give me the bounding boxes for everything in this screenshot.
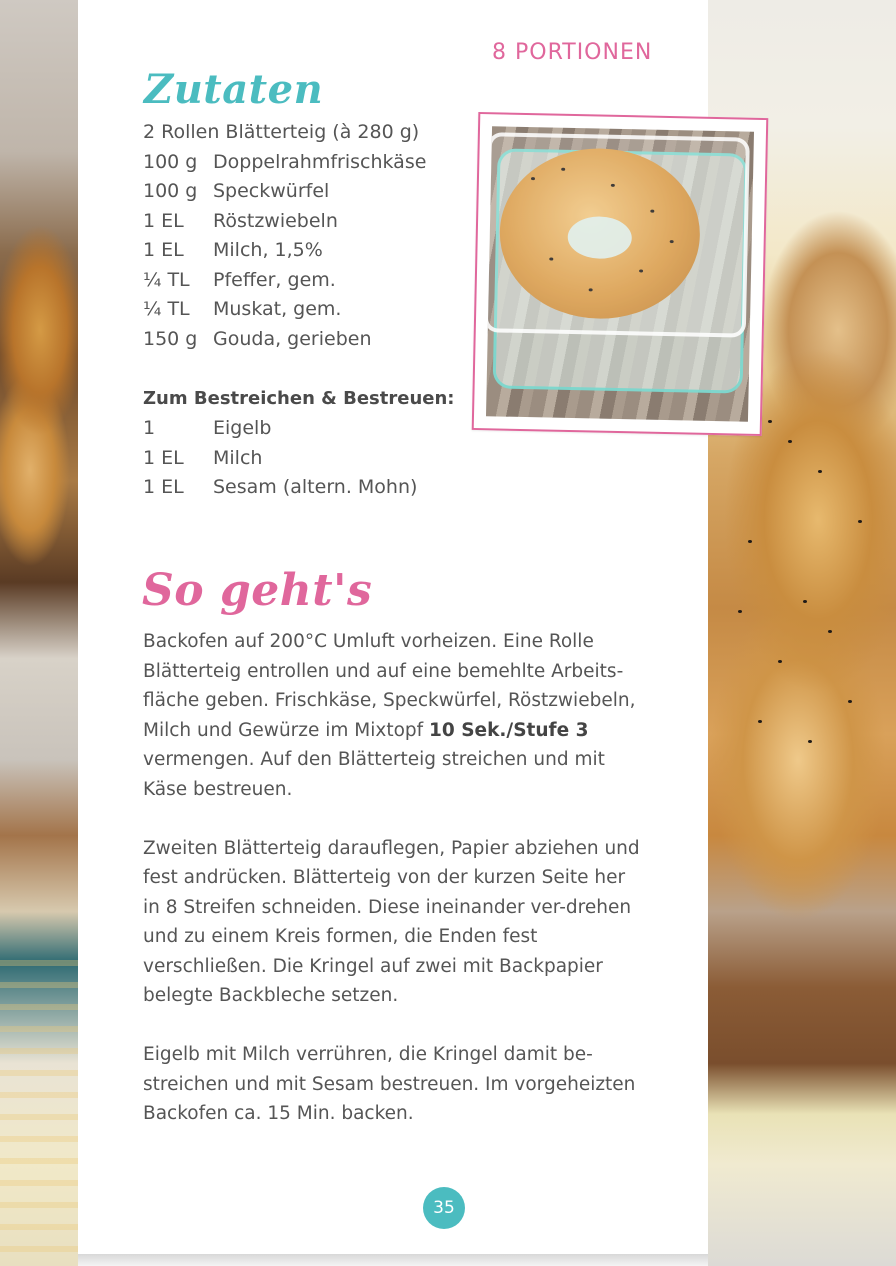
photo-image (486, 126, 754, 421)
ingredient-row (143, 295, 455, 325)
ingredient-row (143, 177, 455, 207)
method-steps (143, 627, 643, 1158)
ingredient-text: 2 Rollen Blätterteig (à 280 g) (143, 121, 420, 143)
ingredient-item: Muskat, gem. (213, 298, 342, 320)
topping-amount: 1 EL (143, 446, 184, 469)
ingredient-amount: 100 g (143, 150, 198, 173)
ingredient-amount: 150 g (143, 327, 198, 350)
ingredient-item: Milch, 1,5% (213, 239, 323, 261)
topping-heading: Zum Bestreichen & Bestreuen: (143, 388, 455, 409)
ingredient-amount: ¼ TL (143, 298, 190, 320)
recipe-photo (472, 112, 769, 436)
step-paragraph-3: Eigelb mit Milch verrühren, die Kringel damit be-streichen und mit Sesam bestreuen. Im vorgeheizten Backofen ca. 15 Min. backen. (143, 1044, 636, 1124)
step-paragraph-2: Zweiten Blätterteig darauflegen, Papier abziehen und fest andrücken. Blätterteig von der kurzen Seite her in 8 Streifen schneiden. Diese ineinander ver-drehen und zu einem Kreis formen, die Enden fest verschließen. Die Kringel auf zwei mit Backpapier belegte Backbleche setzen. (143, 837, 640, 1006)
ingredient-amount: 1 EL (143, 239, 184, 261)
ingredient-row (143, 148, 455, 178)
ingredient-amount: 1 EL (143, 209, 184, 232)
topping-row (143, 473, 455, 503)
mixer-setting: 10 Sek./Stufe 3 (429, 719, 589, 741)
topping-amount: 1 (143, 417, 156, 439)
ingredients-heading: Zutaten (144, 66, 324, 113)
portions-label: 8 PORTIONEN (492, 40, 653, 65)
background-towel (0, 960, 78, 1266)
ingredient-item: Röstzwiebeln (213, 209, 338, 232)
ingredient-item: Speckwürfel (213, 180, 330, 202)
ingredient-item: Doppelrahmfrischkäse (213, 150, 427, 173)
topping-item: Milch (213, 446, 263, 469)
topping-item: Eigelb (213, 417, 272, 439)
step-paragraph-1: Backofen auf 200°C Umluft vorheizen. Eine Rolle Blätterteig entrollen und auf eine bemehlte Arbeits-fläche geben. Frischkäse, Speckwürfel, Röstzwiebeln, Milch und Gewürze im Mixtopf 10 Sek./Stufe 3 vermengen. Auf den Blätterteig streichen und mit Käse bestreuen. (143, 631, 636, 800)
ingredient-row (143, 266, 455, 296)
ingredient-amount: 100 g (143, 180, 198, 202)
topping-item: Sesam (altern. Mohn) (213, 476, 418, 498)
glass-lid (486, 132, 750, 337)
ingredient-row (143, 236, 455, 266)
ingredient-amount: ¼ TL (143, 268, 190, 291)
page-number: 35 (423, 1187, 465, 1229)
ingredient-row (143, 325, 455, 355)
page-edge-shadow (78, 1254, 708, 1266)
topping-row (143, 414, 455, 444)
recipe-page (78, 0, 708, 1254)
topping-row (143, 444, 455, 474)
ingredient-item: Pfeffer, gem. (213, 268, 336, 291)
ingredient-row (143, 207, 455, 237)
topping-amount: 1 EL (143, 476, 184, 498)
ingredient-row (143, 118, 455, 148)
ingredients-list (143, 118, 455, 503)
method-heading: So geht's (142, 565, 373, 616)
ingredient-item: Gouda, gerieben (213, 327, 372, 350)
